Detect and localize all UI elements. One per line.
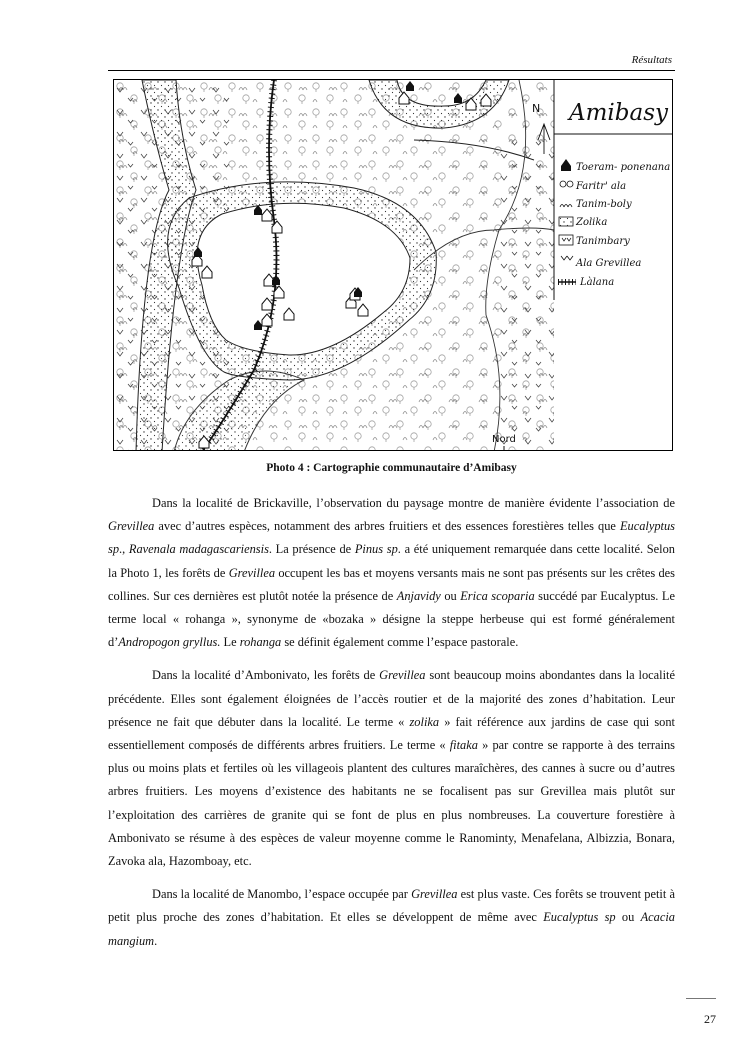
header-rule xyxy=(108,70,675,71)
text-run: ou xyxy=(440,588,461,603)
community-map xyxy=(114,80,673,451)
fruit-tree-icon xyxy=(560,181,573,187)
italic-term: zolika xyxy=(409,714,440,729)
figure-caption: Photo 4 : Cartographie communautaire d’Amibasy xyxy=(266,462,517,474)
italic-term: Eucalyptus sp xyxy=(543,910,616,925)
text-run: sont beaucoup moins abondantes dans la localité précédente. Elles sont également éloignées de l’accès routier et de la majorité des zones d’habitation. Leur présence ne fait que débuter dans la localité. Le terme « xyxy=(108,668,675,729)
map-legend xyxy=(558,159,670,288)
italic-term: Acacia mangium xyxy=(108,910,675,948)
text-run: . a été uniquement remarquée dans cette localité. Selon la Photo 1, les forêts de xyxy=(108,542,675,580)
paragraph-ambonivato xyxy=(108,664,675,873)
grevillea-icon xyxy=(561,256,573,260)
dotted-area-icon xyxy=(559,217,573,226)
body-text xyxy=(108,492,675,963)
paragraph-brickaville xyxy=(108,492,675,654)
text-run: » fait référence aux jardins de case qui sont essentiellement composés de différents arbres fruitiers. Le terme « xyxy=(108,714,675,753)
italic-term: Grevillea xyxy=(379,668,426,683)
steppe-icon xyxy=(559,235,573,245)
text-run: Dans la localité d’Ambonivato, les forêts de xyxy=(152,668,380,683)
text-run: succédé par Eucalyptus. Le terme local « rohanga », synonyme de «bozaka » désigne la steppe herbeuse qui est formé généralement d’ xyxy=(108,588,675,650)
grass-icon xyxy=(560,205,572,208)
legend-label-tanimbary: Tanimbary xyxy=(576,236,630,247)
text-run: Le xyxy=(220,635,240,650)
italic-term: fitaka xyxy=(449,738,478,753)
italic-term: Anjavidy xyxy=(396,588,441,603)
footer-rule xyxy=(686,998,716,999)
italic-term: Grevillea xyxy=(411,887,458,902)
legend-label-zolika: Zolika xyxy=(576,217,608,228)
legend-label-grevillea: Ala Grevillea xyxy=(576,258,642,269)
text-run: occupent les bas et moyens versants mais ne sont pas présents sur les crêtes des collines. Sur ces dernières est plutôt notée la présence de xyxy=(108,565,675,603)
page-number: 27 xyxy=(704,1012,716,1026)
text-run: avec d’autres espèces, notamment des arbres fruitiers et des essences forestières telles que xyxy=(154,519,620,534)
legend-label-houses: Toeram- ponenana xyxy=(576,162,671,173)
legend-label-road: Làlana xyxy=(580,277,615,288)
text-run: ., xyxy=(119,542,129,557)
italic-term: Ravenala madagascariensis xyxy=(128,542,269,557)
north-label-top: N xyxy=(532,102,541,115)
house-icon xyxy=(561,159,571,171)
north-label-bottom: Nord xyxy=(492,434,516,445)
paragraph-manombo xyxy=(108,883,675,953)
italic-term: Grevillea xyxy=(108,519,155,534)
text-run: . xyxy=(154,933,158,948)
text-run: ou xyxy=(615,910,641,925)
italic-term: rohanga xyxy=(239,635,282,650)
italic-term: Andropogon gryllus. xyxy=(118,635,221,650)
running-header: Résultats xyxy=(631,54,672,66)
text-run: se définit également comme l’espace pastorale. xyxy=(281,635,519,650)
italic-term: Pinus sp xyxy=(354,542,398,557)
legend-label-forest: Faritr' ala xyxy=(576,181,627,192)
text-run: est plus vaste. Ces forêts se trouvent petit à petit plus proche des zones d’habitation. Et elles se développent de même avec xyxy=(108,887,675,925)
italic-term: Grevillea xyxy=(228,565,276,580)
text-run: . La présence de xyxy=(268,542,355,557)
text-run: Dans la localité de Manombo, l’espace occupée par xyxy=(152,887,412,902)
text-run: » par contre se rapporte à des terrains plus ou moins plats et fertiles où les villageois plantent des cultures maraîchères, des cannes à sucre ou d’autres arbres fruitiers. Les moyens d’existence des habitants ne se focalisent pas sur Grevillea mais plutôt sur l’exploitation des carrières de granite qui se font de plus en plus nombreuses. La couverture forestière à Ambonivato se résume à des espèces de valeur moyenne comme le Ranominty, Menafelana, Albizzia, Bonara, Zavoka ala, Hazomboay, etc. xyxy=(108,738,676,869)
italic-term: Eucalyptus sp xyxy=(108,519,675,557)
italic-term: Erica scoparia xyxy=(460,588,535,603)
map-title: Amibasy xyxy=(569,100,669,126)
text-run: Dans la localité de Brickaville, l’observation du paysage montre de manière évidente l’association de xyxy=(152,496,675,510)
legend-label-rice-field: Tanim-boly xyxy=(576,199,632,210)
community-map-figure xyxy=(113,79,673,451)
